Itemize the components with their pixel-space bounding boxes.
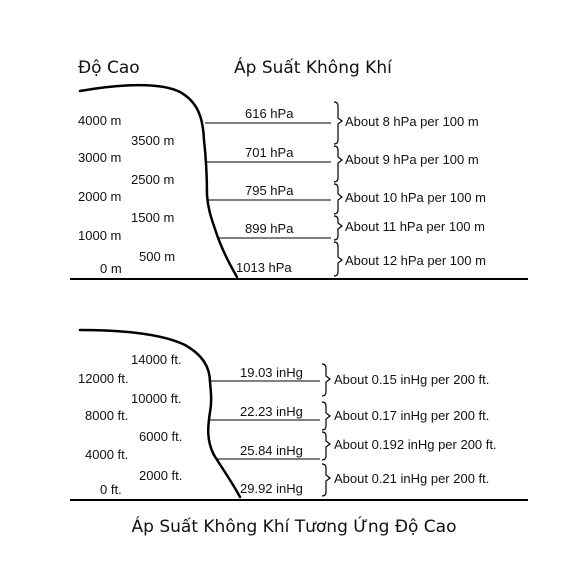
metric-altitude-label: 0 m: [100, 261, 122, 276]
imperial-range-brace: [322, 364, 330, 396]
imperial-range-brace: [322, 464, 330, 496]
diagram-caption: Áp Suất Không Khí Tương Ứng Độ Cao: [131, 517, 457, 537]
pressure-header: Áp Suất Không Khí: [234, 58, 392, 78]
metric-altitude-label: 2500 m: [131, 172, 175, 187]
metric-rate-note: About 10 hPa per 100 m: [345, 190, 486, 205]
imperial-rate-note: About 0.15 inHg per 200 ft.: [334, 372, 490, 387]
imperial-rate-note: About 0.17 inHg per 200 ft.: [334, 408, 490, 423]
imperial-rate-note: About 0.21 inHg per 200 ft.: [334, 471, 490, 486]
metric-range-brace: [334, 216, 342, 240]
metric-range-brace: [334, 102, 342, 144]
metric-altitude-label: 2000 m: [78, 189, 122, 204]
metric-range-brace: [334, 242, 342, 276]
imperial-range-brace: [322, 432, 330, 460]
metric-range-brace: [334, 146, 342, 182]
imperial-altitude-label: 2000 ft.: [139, 468, 183, 483]
metric-pressure-label: 899 hPa: [245, 221, 294, 236]
imperial-pressure-label: 25.84 inHg: [240, 443, 303, 458]
metric-altitude-label: 3000 m: [78, 150, 122, 165]
metric-range-brace: [334, 184, 342, 214]
metric-rate-note: About 12 hPa per 100 m: [345, 253, 486, 268]
metric-rate-note: About 8 hPa per 100 m: [345, 114, 479, 129]
metric-pressure-label: 1013 hPa: [236, 260, 292, 275]
imperial-altitude-label: 14000 ft.: [131, 352, 182, 367]
imperial-altitude-label: 10000 ft.: [131, 391, 182, 406]
metric-pressure-label: 701 hPa: [245, 145, 294, 160]
metric-altitude-label: 1500 m: [131, 210, 175, 225]
imperial-altitude-label: 4000 ft.: [85, 447, 129, 462]
metric-altitude-label: 4000 m: [78, 113, 122, 128]
imperial-pressure-label: 19.03 inHg: [240, 365, 303, 380]
metric-rate-note: About 11 hPa per 100 m: [345, 219, 485, 234]
metric-pressure-label: 616 hPa: [245, 106, 294, 121]
altitude-header: Độ Cao: [78, 58, 140, 78]
metric-pressure-label: 795 hPa: [245, 183, 294, 198]
imperial-pressure-label: 22.23 inHg: [240, 404, 303, 419]
metric-rate-note: About 9 hPa per 100 m: [345, 152, 479, 167]
imperial-altitude-label: 6000 ft.: [139, 429, 183, 444]
imperial-rate-note: About 0.192 inHg per 200 ft.: [334, 437, 497, 452]
imperial-altitude-label: 12000 ft.: [78, 371, 129, 386]
metric-altitude-label: 1000 m: [78, 228, 122, 243]
metric-altitude-label: 3500 m: [131, 133, 175, 148]
metric-altitude-label: 500 m: [139, 249, 176, 264]
imperial-altitude-label: 0 ft.: [100, 482, 122, 497]
imperial-pressure-label: 29.92 inHg: [240, 481, 303, 496]
imperial-range-brace: [322, 402, 330, 430]
imperial-panel: [70, 330, 528, 500]
imperial-altitude-label: 8000 ft.: [85, 408, 129, 423]
metric-panel: [70, 85, 528, 279]
